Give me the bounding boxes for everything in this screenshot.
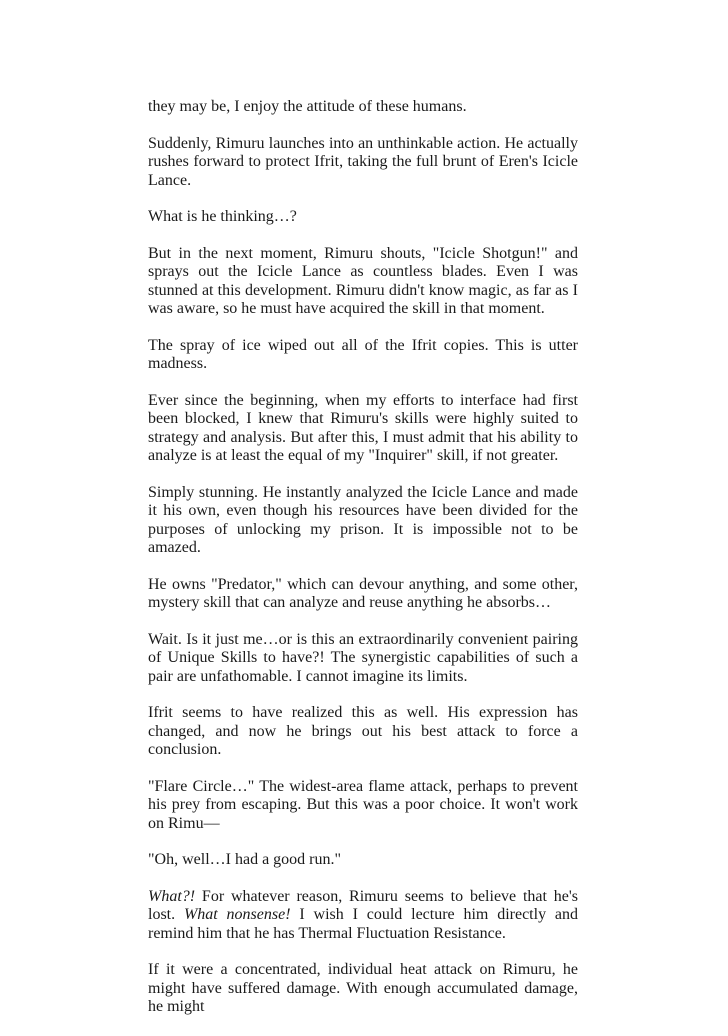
italic-text-run: What?! <box>148 887 196 905</box>
text-run: I wish I could lecture him directly and remind him that he has Thermal Fluctuation Resistance. <box>148 906 578 942</box>
paragraph <box>148 245 578 319</box>
text-run: For whatever reason, Rimuru seems to believe that he's lost. <box>148 887 578 923</box>
text-run: He owns "Predator," which can devour anything, and some other, mystery skill that can analyze and reuse anything he absorbs… <box>148 575 578 611</box>
text-run: Ever since the beginning, when my efforts to interface had first been blocked, I knew that Rimuru's skills were highly suited to strategy and analysis. But after this, I must admit that his ability to analyze is at least the equal of my "Inquirer" skill, if not greater. <box>148 391 578 464</box>
paragraph <box>148 704 578 760</box>
paragraph <box>148 135 578 191</box>
text-run: The spray of ice wiped out all of the Ifrit copies. This is utter madness. <box>148 336 578 372</box>
text-run: "Flare Circle…" The widest-area flame attack, perhaps to prevent his prey from escaping. But this was a poor choice. It won't work on Rimu— <box>148 777 578 832</box>
text-run: they may be, I enjoy the attitude of these humans. <box>148 98 467 115</box>
text-run: But in the next moment, Rimuru shouts, "Icicle Shotgun!" and sprays out the Icicle Lance as countless blades. Even I was stunned at this development. Rimuru didn't know magic, as far as I was aware, so he must have acquired the skill in that moment. <box>148 244 578 317</box>
paragraph <box>148 631 578 687</box>
italic-text-run: What nonsense! <box>183 906 291 923</box>
paragraph <box>148 888 578 944</box>
text-run: "Oh, well…I had a good run." <box>148 851 342 868</box>
paragraph <box>148 337 578 374</box>
paragraph <box>148 392 578 466</box>
paragraph <box>148 576 578 613</box>
text-run: What is he thinking…? <box>148 208 297 225</box>
paragraph <box>148 484 578 558</box>
text-run: Suddenly, Rimuru launches into an unthinkable action. He actually rushes forward to protect Ifrit, taking the full brunt of Eren's Icicle Lance. <box>148 134 578 189</box>
text-run: Simply stunning. He instantly analyzed the Icicle Lance and made it his own, even though his resources have been divided for the purposes of unlocking my prison. It is impossible not to be amazed. <box>148 483 578 556</box>
paragraph <box>148 98 578 117</box>
text-run: Ifrit seems to have realized this as well. His expression has changed, and now he brings out his best attack to force a conclusion. <box>148 704 578 758</box>
paragraph <box>148 961 578 1017</box>
paragraph <box>148 208 578 227</box>
paragraph <box>148 778 578 834</box>
text-run: Wait. Is it just me…or is this an extraordinarily convenient pairing of Unique Skills to have?! The synergistic capabilities of such a pair are unfathomable. I cannot imagine its limits. <box>148 630 578 685</box>
paragraph <box>148 851 578 870</box>
text-run: If it were a concentrated, individual heat attack on Rimuru, he might have suffered damage. With enough accumulated damage, he might <box>148 961 578 1015</box>
body-text <box>148 98 578 1017</box>
